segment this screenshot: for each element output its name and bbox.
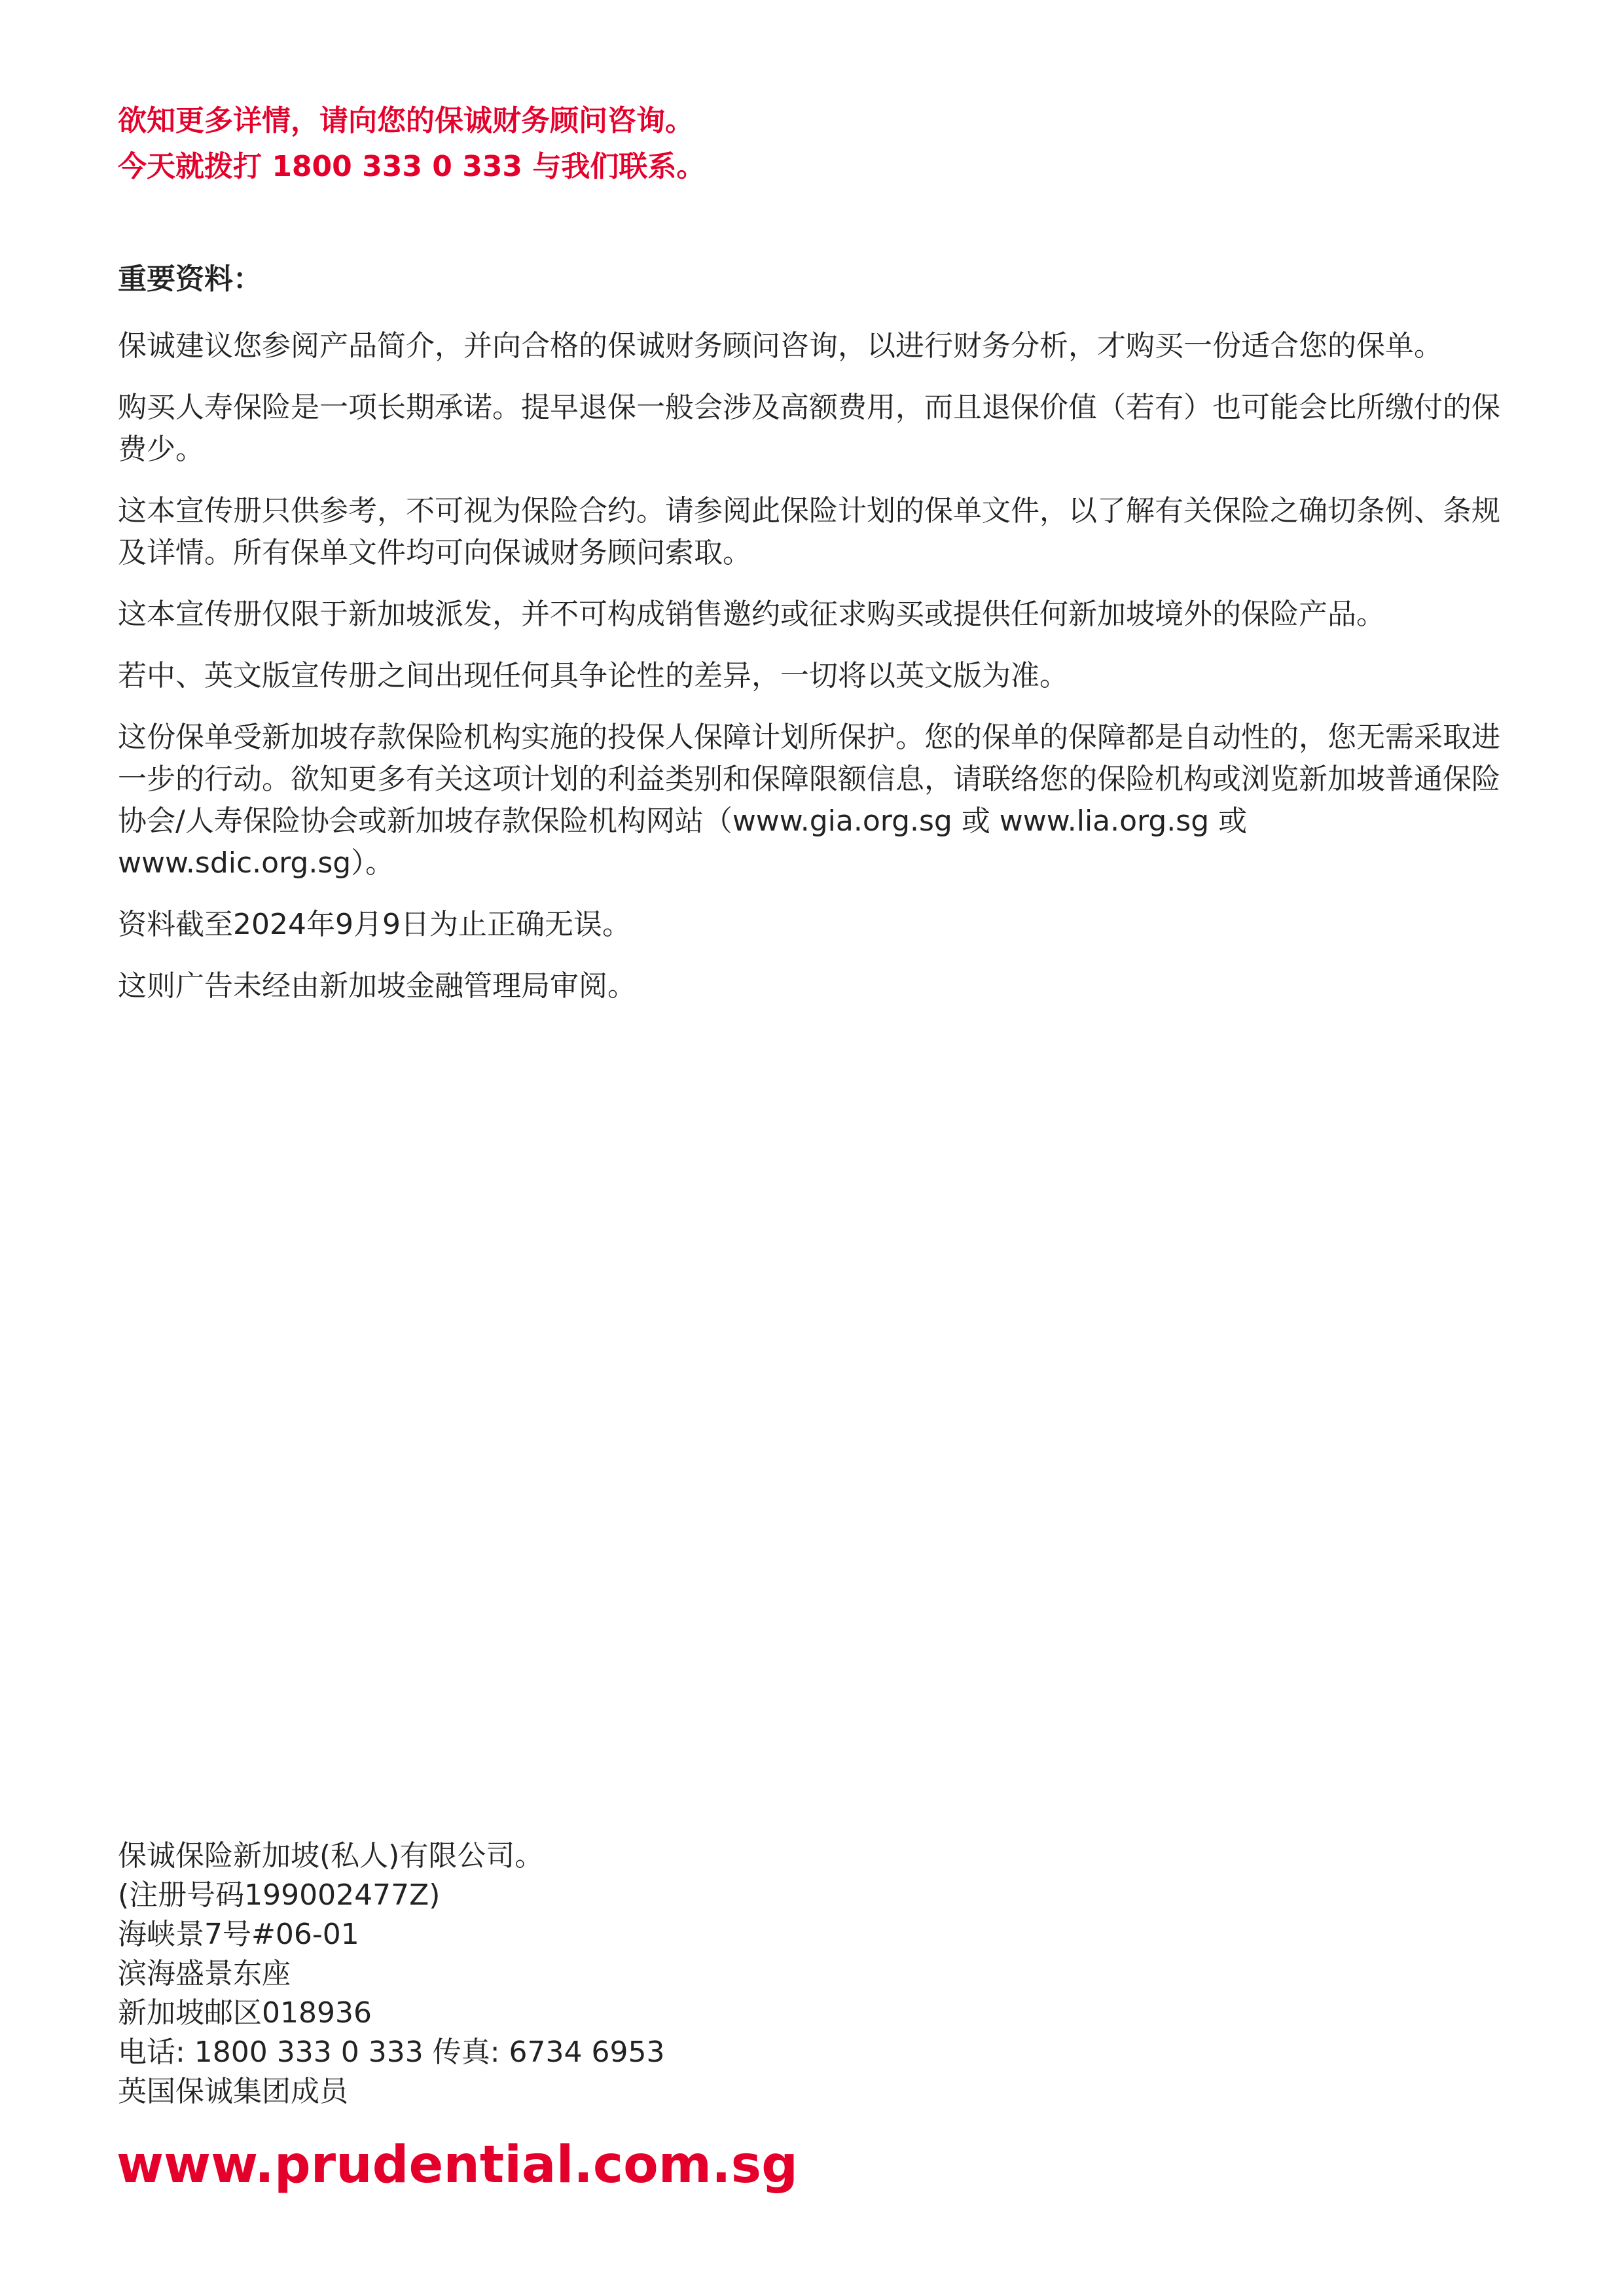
disclaimer-paragraph-policy-owners-protection: 这份保单受新加坡存款保险机构实施的投保人保障计划所保护。您的保单的保障都是自动性的，您无需采取进一步的行动。欲知更多有关这项计划的利益类别和保障限额信息，请联络您的保险机构或浏览新加坡普通保险协会/人寿保险协会或新加坡存款保险机构网站（www.gia.org.sg 或 www.lia.org.sg 或 www.sdic.org.sg）。 (118, 721, 1500, 880)
company-address-line-2: 滨海盛景东座 (118, 1957, 291, 1990)
company-name: 保诚保险新加坡(私人)有限公司。 (118, 1839, 544, 1873)
company-group-membership: 英国保诚集团成员 (118, 2075, 348, 2108)
company-registration: (注册号码199002477Z) (118, 1878, 441, 1912)
company-postal-code: 新加坡邮区018936 (118, 1996, 372, 2030)
disclaimer-paragraph-long-term: 购买人寿保险是一项长期承诺。提早退保一般会涉及高额费用，而且退保价值（若有）也可能会比所缴付的保费少。 (118, 391, 1500, 466)
important-information-section (118, 259, 1519, 1027)
company-address-line-1: 海峡景7号#06-01 (118, 1918, 359, 1951)
disclaimer-paragraph-mas-review: 这则广告未经由新加坡金融管理局审阅。 (118, 969, 636, 1003)
website-url[interactable]: www.prudential.com.sg (117, 2136, 798, 2195)
cta-line-advisor: 欲知更多详情，请向您的保诚财务顾问咨询。 (118, 104, 694, 137)
disclaimer-paragraph-distribution: 这本宣传册仅限于新加坡派发，并不可构成销售邀约或征求购买或提供任何新加坡境外的保险产品。 (118, 598, 1385, 631)
disclaimer-paragraph-accuracy-date: 资料截至2024年9月9日为止正确无误。 (118, 908, 631, 941)
contact-call-to-action (118, 98, 1492, 190)
disclaimer-paragraph-advice: 保诚建议您参阅产品简介，并向合格的保诚财务顾问咨询，以进行财务分析，才购买一份适合您的保单。 (118, 329, 1443, 363)
important-information-heading: 重要资料： (118, 262, 262, 296)
disclaimer-paragraph-reference-only: 这本宣传册只供参考，不可视为保险合约。请参阅此保险计划的保单文件，以了解有关保险之确切条例、条规及详情。所有保单文件均可向保诚财务顾问索取。 (118, 494, 1500, 569)
cta-line-hotline: 今天就拨打 1800 333 0 333 与我们联系。 (118, 150, 706, 183)
company-address-block (118, 1837, 1034, 2111)
disclaimer-paragraph-language: 若中、英文版宣传册之间出现任何具争论性的差异，一切将以英文版为准。 (118, 659, 1068, 692)
company-phone-fax: 电话: 1800 333 0 333 传真: 6734 6953 (118, 2036, 665, 2069)
